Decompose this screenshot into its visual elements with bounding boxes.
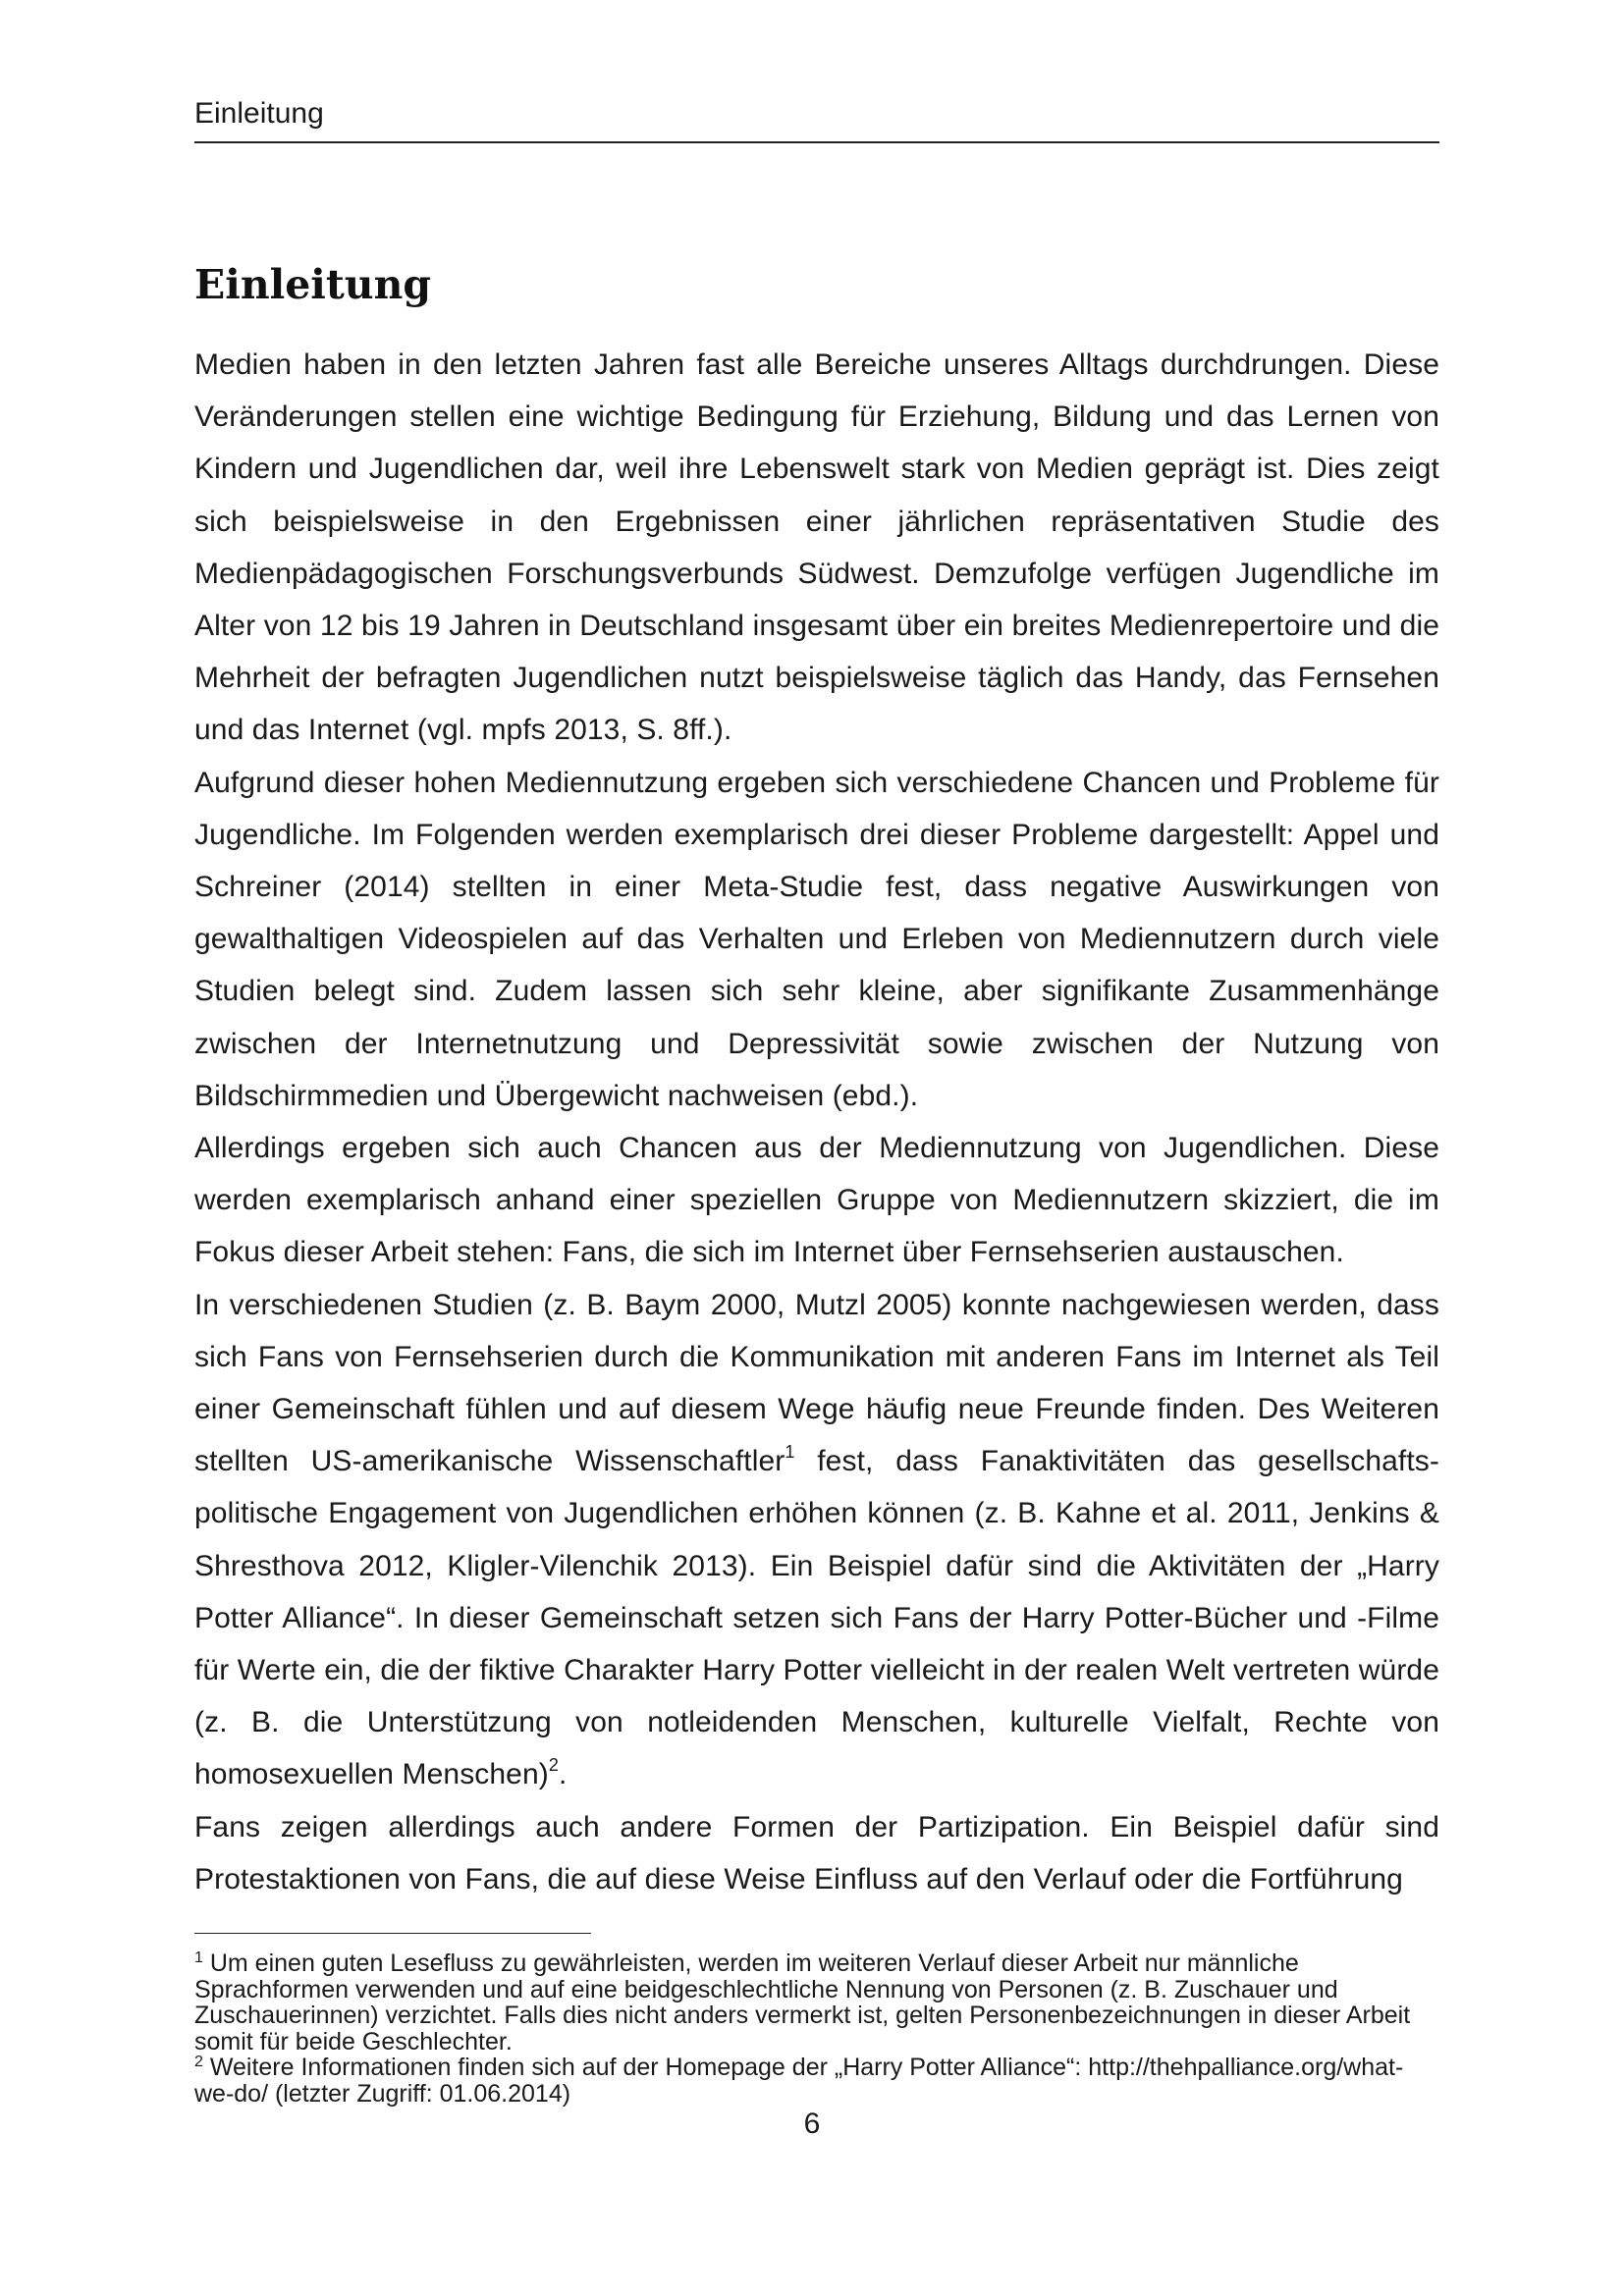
paragraph-4	[194, 1279, 1439, 1801]
paragraph-5: Fans zeigen allerdings auch andere Formen der Partizipation. Ein Beispiel dafür sind Protestaktionen von Fans, die auf diese Weise Einfluss auf den Verlauf oder die Fortführung	[194, 1810, 1439, 1896]
footnote-ref-1: 1	[785, 1442, 795, 1463]
footnote-2-mark: 2	[194, 2053, 203, 2070]
footnote-2	[194, 2055, 1439, 2107]
paragraph-3: Allerdings ergeben sich auch Chancen aus der Mediennutzung von Jugendlichen. Diese werden exemplarisch anhand einer speziellen Gruppe von Mediennutzern skizziert, die im Fokus dieser Arbeit stehen: Fans, die sich im Internet über Fernsehserien austauschen.	[194, 1132, 1439, 1269]
page-number: 6	[803, 2108, 821, 2140]
paragraph-2: Aufgrund dieser hohen Mediennutzung ergeben sich verschiedene Chancen und Probleme für Jugendliche. Im Folgenden werden exemplarisch drei dieser Probleme dargestellt: Appel und Schreiner (2014) stellten in einer Meta-Studie fest, dass negative Auswirkungen von gewalthaltigen Videospielen auf das Verhalten und Erleben von Mediennutzern durch viele Studien belegt sind. Zudem lassen sich sehr kleine, aber signifikante Zusammenhänge zwischen der Internetnutzung und Depressivität sowie zwischen der Nutzung von Bildschirmmedien und Übergewicht nachweisen (ebd.).	[194, 766, 1439, 1112]
footnote-1-text: Um einen guten Lesefluss zu gewährleisten, werden im weiteren Verlauf dieser Arbeit nur männliche Sprachformen verwenden und auf eine beidgeschlechtliche Nennung von Personen (z. B. Zuschauer und Zuschauerinnen) verzichtet. Falls dies nicht anders vermerkt ist, gelten Personenbezeichnungen in dieser Arbeit somit für beide Geschlechter.	[194, 1949, 1411, 2056]
paragraph-4-part-c: .	[558, 1758, 568, 1791]
paragraph-4-part-b: fest, dass Fanaktivitäten das gesellschafts-politische Engagement von Jugendlichen erhöhen können (z. B. Kahne et al. 2011, Jenkins & Shresthova 2012, Kligler-Vilenchik 2013). Ein Beispiel dafür sind die Aktivitäten der „Harry Potter Alliance“. In dieser Gemeinschaft setzen sich Fans der Harry Potter-Bücher und -Filme für Werte ein, die der fiktive Charakter Harry Potter vielleicht in der realen Welt vertreten würde (z. B. die Unterstützung von notleidenden Menschen, kulturelle Vielfalt, Rechte von homosexuellen Menschen)	[194, 1445, 1439, 1791]
footnote-1-mark: 1	[194, 1949, 203, 1966]
body-text	[194, 339, 1439, 1905]
header-rule	[194, 141, 1439, 143]
footnote-2-text: Weitere Informationen finden sich auf der Homepage der „Harry Potter Alliance“: http://thehpalliance.org/what-we-do/ (letzter Zugriff: 01.06.2014)	[194, 2054, 1404, 2108]
running-header: Einleitung	[194, 97, 324, 130]
footnote-1	[194, 1950, 1439, 2055]
paragraph-4-part-a: In verschiedenen Studien (z. B. Baym 2000, Mutzl 2005) konnte nachgewiesen werden, dass sich Fans von Fernsehserien durch die Kommunikation mit anderen Fans im Internet als Teil einer Gemeinschaft fühlen und auf diesem Wege häufig neue Freunde finden. Des Weiteren stellten US-amerikanische Wissenschaftler	[194, 1288, 1439, 1478]
paragraph-1: Medien haben in den letzten Jahren fast alle Bereiche unseres Alltags durchdrungen. Diese Veränderungen stellen eine wichtige Bedingung für Erziehung, Bildung und das Lernen von Kindern und Jugendlichen dar, weil ihre Lebenswelt stark von Medien geprägt ist. Dies zeigt sich beispielsweise in den Ergebnissen einer jährlichen repräsentativen Studie des Medienpädagogischen Forschungsverbunds Südwest. Demzufolge verfügen Jugendliche im Alter von 12 bis 19 Jahren in Deutschland insgesamt über ein breites Medienrepertoire und die Mehrheit der befragten Jugendlichen nutzt beispielsweise täglich das Handy, das Fernsehen und das Internet (vgl. mpfs 2013, S. 8ff.).	[194, 348, 1439, 747]
footnote-ref-2: 2	[548, 1755, 559, 1776]
chapter-title: Einleitung	[194, 261, 432, 308]
footnote-rule	[194, 1933, 591, 1934]
footnotes	[194, 1950, 1439, 2107]
